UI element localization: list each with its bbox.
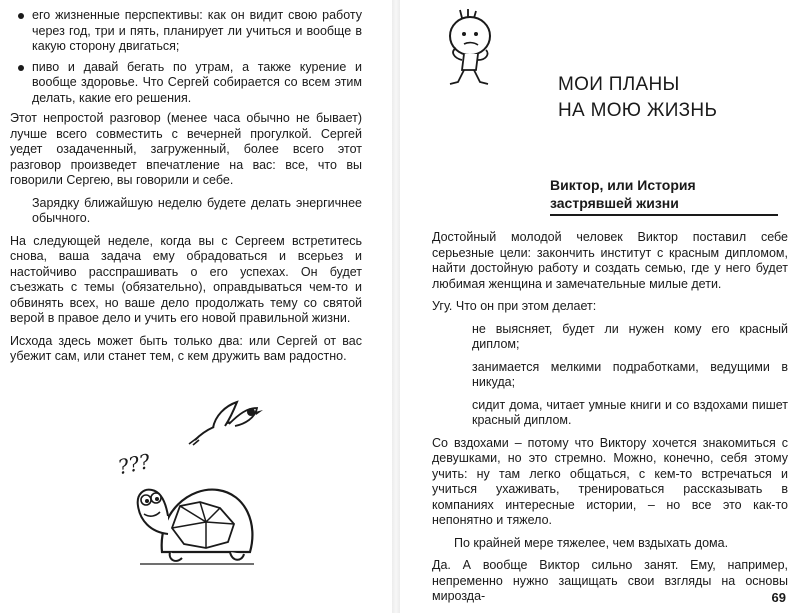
paragraph: Со вздохами – потому что Виктору хочется знакомиться с девушками, но это стремно. Можно, конечно, себя этому учить: ну там легко общаться, с кем-то встречаться и учиться ухаживать, тренироваться рассказывать в компаниях интересные истории, – но все это как-то непонятно и тяжело. <box>432 435 788 527</box>
paragraph: Да. А вообще Виктор сильно занят. Ему, например, непременно нужно защищать свои взгляды на основы мирозда- <box>432 558 788 603</box>
turtle-illustration-icon <box>110 472 260 572</box>
right-page-text <box>432 230 788 612</box>
page-number: 69 <box>771 590 786 605</box>
bullet-list <box>10 8 362 106</box>
paragraph: Исхода здесь может быть только два: или Сергей от вас убежит сам, или станет тем, с кем дружить вам радостно. <box>10 333 362 363</box>
list-item: не выясняет, будет ли нужен кому его красный диплом; <box>472 321 788 351</box>
bullet-icon <box>18 65 24 71</box>
boy-illustration-icon <box>436 8 506 90</box>
list-item: сидит дома, читает умные книги и со вздохами пишет красный диплом. <box>472 397 788 427</box>
paragraph: На следующей неделе, когда вы с Сергеем встретитесь снова, ваша задача ему обрадоваться и всерьез и настойчиво расспрашивать о его успехах. Он будет съезжать с темы (обязательно), оправдываться чем-то и обвинять всех, но ваше дело продолжать тему со святой верой в правое дело и учить его новой правильной жизни. <box>10 233 362 325</box>
paragraph: Угу. Что он при этом делает: <box>432 299 597 313</box>
paragraph: По крайней мере тяжелее, чем вздыхать дома. <box>454 535 729 550</box>
paragraph: Достойный молодой человек Виктор поставил себе серьезные цели: закончить институт с красным дипломом, найти достойную работу и создать семью, где у него будет любимая женщина и замечательные милые дети. <box>432 230 788 291</box>
right-page <box>400 0 800 613</box>
paragraph: Зарядку ближайшую неделю будете делать энергичнее обычного. <box>32 195 362 225</box>
chapter-title: МОИ ПЛАНЫ НА МОЮ ЖИЗНЬ <box>558 74 718 121</box>
list-item: занимается мелкими подработками, ведущими в никуда; <box>472 359 788 389</box>
paragraph: Этот непростой разговор (менее часа обычно не бывает) лучше всего совместить с вечерней прогулкой. Сергей уедет озадаченный, загруженный, более всего этот разговор произведет впечатление на вас: все, что вы говорили Сергею, вы говорили и себе. <box>10 111 362 187</box>
book-gutter <box>392 0 400 613</box>
section-title: Виктор, или История застрявшей жизни <box>550 176 778 216</box>
bullet-item: его жизненные перспективы: как он видит свою работу через год, три и пять, планирует ли учиться и вообще в какую сторону двигаться; <box>10 8 362 55</box>
left-page <box>0 0 392 613</box>
bullet-icon <box>18 13 24 19</box>
left-page-text <box>10 8 362 372</box>
question-marks: ??? <box>115 448 153 480</box>
bird-illustration-icon <box>185 398 265 446</box>
bullet-item: пиво и давай бегать по утрам, а также курение и вообще здоровье. Что Сергей собирается со всем этим делать, какие его решения. <box>10 60 362 107</box>
